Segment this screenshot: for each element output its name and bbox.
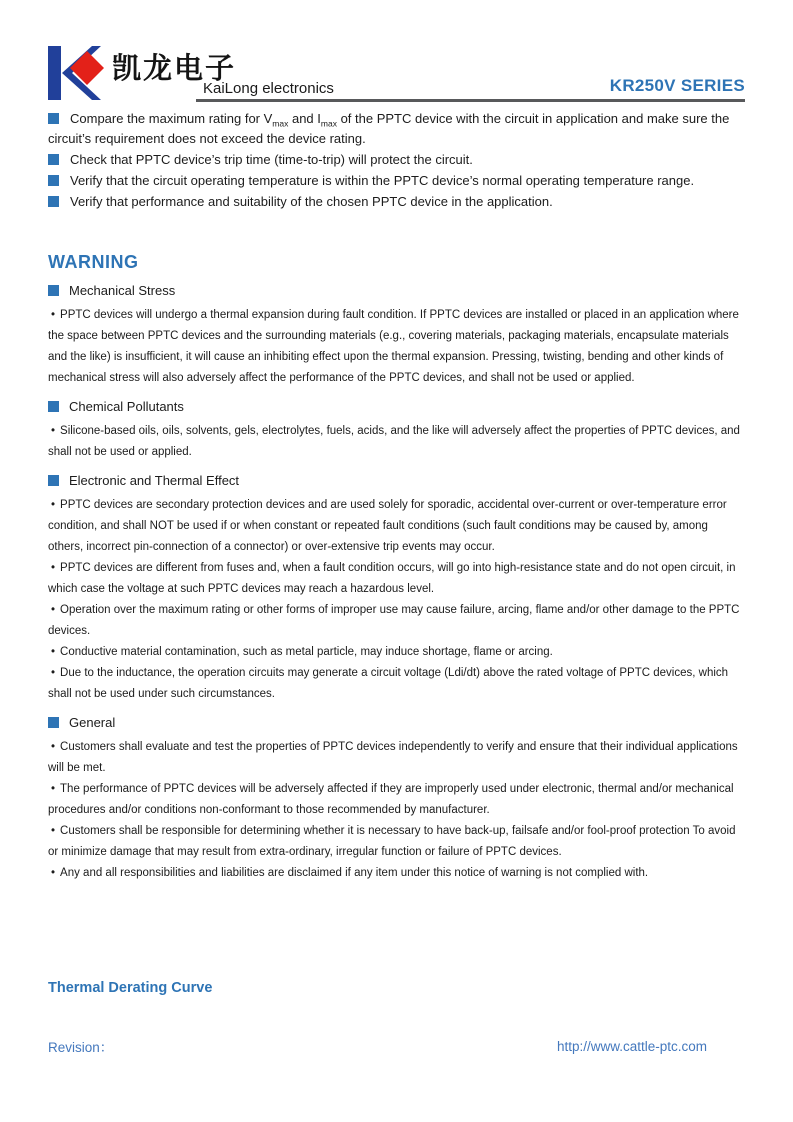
bullet-dot: •	[51, 667, 56, 679]
thermal-derating-heading: Thermal Derating Curve	[48, 980, 213, 996]
paragraph-text: Operation over the maximum rating or other forms of improper use may cause failure, arcing, flame and/or other damage to the PPTC devices.	[48, 604, 740, 637]
paragraph-text: Customers shall evaluate and test the properties of PPTC devices independently to verify and ensure that their individual applications will be met.	[48, 741, 738, 774]
website-link[interactable]: http://www.cattle-ptc.com	[556, 1038, 707, 1054]
paragraph-text: PPTC devices will undergo a thermal expansion during fault condition. If PPTC devices are installed or placed in an application where the space between PPTC devices and the surrounding materials (e.g., covering materials, packaging materials, encapsulate materials and the like) is insufficient, it will cause an inhibiting effect upon the thermal expansion. Pressing, twisting, bending and other kinds of mechanical stress will also adversely affect the performance of the PPTC devices, and shall not be used or applied.	[48, 309, 739, 384]
square-bullet-icon	[48, 196, 59, 207]
kailong-logo-icon	[48, 44, 108, 102]
checklist-item	[48, 192, 745, 212]
bullet-dot: •	[51, 425, 56, 437]
bullet-dot: •	[51, 741, 56, 753]
bullet-dot: •	[51, 499, 56, 511]
checklist-item	[48, 150, 745, 170]
checklist-text: and I	[288, 111, 321, 126]
square-bullet-icon	[48, 113, 59, 124]
warning-paragraph	[48, 737, 745, 779]
subscript-max: max	[320, 118, 337, 129]
checklist-text: Check that PPTC device’s trip time (time-to-trip) will protect the circuit.	[70, 152, 473, 167]
bullet-dot: •	[51, 825, 56, 837]
bullet-dot: •	[51, 604, 56, 616]
page-footer	[48, 1036, 707, 1056]
square-bullet-icon	[48, 717, 59, 728]
warning-paragraph	[48, 779, 745, 821]
bullet-dot: •	[51, 309, 56, 321]
paragraph-text: PPTC devices are secondary protection devices and are used solely for sporadic, accidental over-current or over-temperature error condition, and shall NOT be used if or when constant or repeated fault conditions (such fault conditions may be caused by, among others, incorrect pin-connection of a connector) or over-extensive trip events may occur.	[48, 499, 727, 553]
checklist-text: of the PPTC device with the circuit in application and make sure the circuit’s requirement does not exceed the device rating.	[48, 111, 730, 146]
warning-paragraph	[48, 863, 745, 884]
section-header-text: Mechanical Stress	[69, 283, 176, 298]
bullet-dot: •	[51, 646, 56, 658]
warning-paragraph	[48, 495, 745, 558]
warning-heading: WARNING	[48, 252, 139, 272]
square-bullet-icon	[48, 175, 59, 186]
bullet-dot: •	[51, 783, 56, 795]
section-header-text: Electronic and Thermal Effect	[69, 473, 240, 488]
revision-label: Revision：	[48, 1040, 114, 1055]
section-header-chemical-pollutants	[48, 397, 745, 417]
logo-english-text: KaiLong electronics	[203, 80, 334, 97]
warning-paragraph	[48, 642, 745, 663]
paragraph-text: Conductive material contamination, such as metal particle, may induce shortage, flame or arcing.	[60, 646, 553, 658]
logo-chinese-text: 凯龙电子	[112, 51, 237, 85]
subscript-max: max	[272, 118, 289, 129]
checklist-item	[48, 171, 745, 191]
paragraph-text: Due to the inductance, the operation circuits may generate a circuit voltage (Ldi/dt) above the rated voltage of PPTC devices, which shall not be used under such circumstances.	[48, 667, 729, 700]
warning-paragraph	[48, 600, 745, 642]
square-bullet-icon	[48, 401, 59, 412]
warning-paragraph	[48, 421, 745, 463]
section-header-text: General	[69, 715, 116, 730]
paragraph-text: The performance of PPTC devices will be adversely affected if they are improperly used under electronic, thermal and/or mechanical procedures and/or conditions non-conformant to those recommended by manufacturer.	[48, 783, 734, 816]
bullet-dot: •	[51, 867, 56, 879]
series-title: KR250V SERIES	[609, 76, 745, 95]
header-divider	[196, 99, 745, 102]
square-bullet-icon	[48, 475, 59, 486]
checklist-text: Compare the maximum rating for V	[70, 111, 273, 126]
section-header-text: Chemical Pollutants	[69, 399, 184, 414]
paragraph-text: Silicone-based oils, oils, solvents, gels, electrolytes, fuels, acids, and the like will adversely affect the properties of PPTC devices, and shall not be used or applied.	[48, 425, 740, 458]
section-header-electronic-thermal	[48, 471, 745, 491]
section-header-general	[48, 713, 745, 733]
checklist-text: Verify that the circuit operating temperature is within the PPTC device’s normal operating temperature range.	[70, 173, 695, 188]
bullet-dot: •	[51, 562, 56, 574]
section-header-mechanical-stress	[48, 281, 745, 301]
warning-paragraph	[48, 558, 745, 600]
square-bullet-icon	[48, 154, 59, 165]
warning-paragraph	[48, 821, 745, 863]
checklist-text: Verify that performance and suitability of the chosen PPTC device in the application.	[70, 194, 553, 209]
checklist	[48, 109, 745, 212]
warning-paragraph	[48, 305, 745, 389]
page-header	[48, 44, 745, 102]
square-bullet-icon	[48, 285, 59, 296]
checklist-item	[48, 109, 745, 149]
warning-paragraph	[48, 663, 745, 705]
paragraph-text: Any and all responsibilities and liabilities are disclaimed if any item under this notice of warning is not complied with.	[60, 867, 649, 879]
paragraph-text: PPTC devices are different from fuses and, when a fault condition occurs, will go into high-resistance state and do not open circuit, in which case the voltage at such PPTC devices may reach a hazardous level.	[48, 562, 736, 595]
paragraph-text: Customers shall be responsible for determining whether it is necessary to have back-up, failsafe and/or fool-proof protection To avoid or minimize damage that may result from extra-ordinary, irregular function or failure of PPTC devices.	[48, 825, 736, 858]
